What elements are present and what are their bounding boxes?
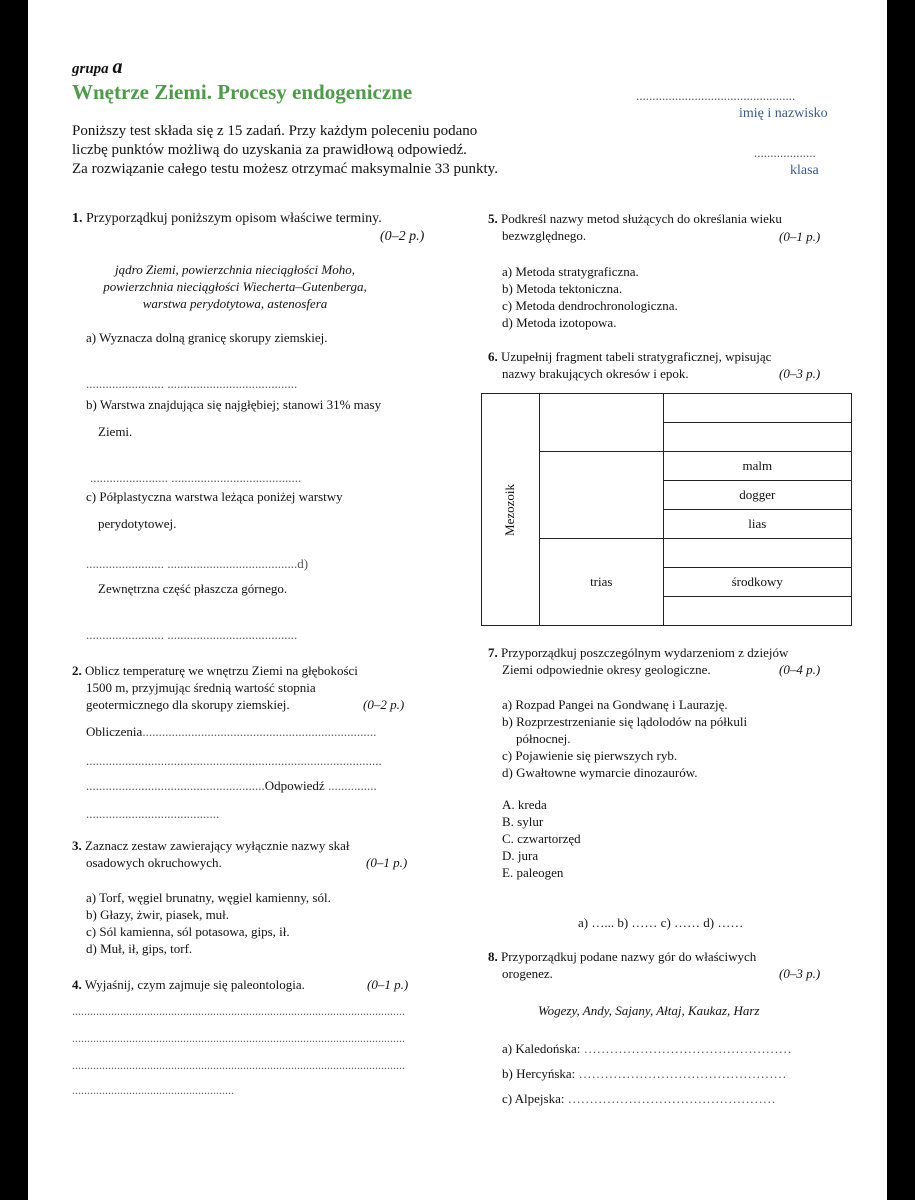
era-label: Mezozoik xyxy=(502,483,518,536)
epoch-cell-6[interactable] xyxy=(663,539,851,568)
q4-answer-line-1[interactable]: ............................................................................................................... xyxy=(72,1004,405,1018)
q4-answer-line-4[interactable]: ...................................................... xyxy=(72,1083,234,1097)
q4-points: (0–1 p.) xyxy=(367,977,409,992)
worksheet-page xyxy=(28,0,887,1200)
q2-answer-row[interactable]: .......................................................Odpowiedź ............... xyxy=(86,778,377,793)
q1-b-answer-line[interactable]: ........................ ........................................ xyxy=(90,470,302,485)
epoch-lias: lias xyxy=(663,510,851,539)
q3-option-c[interactable]: c) Sól kamienna, sól potasowa, gips, ił. xyxy=(86,924,290,939)
q4-answer-line-3[interactable]: ............................................................................................................... xyxy=(72,1058,405,1072)
q1-terms: jądro Ziemi, powierzchnia nieciągłości Moho, powierzchnia nieciągłości Wiecherta–Gutenberga, warstwa perydotytowa, astenosfera xyxy=(103,262,367,311)
q3-options[interactable] xyxy=(86,889,331,957)
name-line[interactable]: ................................................. xyxy=(636,88,796,103)
epoch-dogger: dogger xyxy=(663,481,851,510)
q3-option-d[interactable]: d) Muł, ił, gips, torf. xyxy=(86,941,193,956)
class-label: klasa xyxy=(790,163,819,178)
q1-a: a) Wyznacza dolną granicę skorupy ziemskiej. xyxy=(86,330,328,345)
q7-events: a) Rozpad Pangei na Gondwanę i Laurazję. b) Rozprzestrzenianie się lądolodów na półkuli północnej. c) Pojawienie się pierwszych ryb. d) Gwałtowne wymarcie dinozaurów. xyxy=(502,697,748,780)
q8-b-row[interactable]: b) Hercyńska: ………………………………………… xyxy=(502,1066,787,1081)
epoch-cell-1[interactable] xyxy=(663,394,851,423)
q8-a-row[interactable]: a) Kaledońska: ………………………………………… xyxy=(502,1041,792,1056)
q1-c: c) Półplastyczna warstwa leżąca poniżej warstwy xyxy=(86,489,343,504)
q4-answer-line-2[interactable]: ............................................................................................................... xyxy=(72,1031,405,1045)
q2-calc-row[interactable]: Obliczenia........................................................................ xyxy=(86,724,377,739)
q6-points: (0–3 p.) xyxy=(779,366,821,381)
stratigraphy-table xyxy=(481,393,852,626)
q1-d: Zewnętrzna część płaszcza górnego. xyxy=(98,581,288,596)
q8-points: (0–3 p.) xyxy=(779,966,821,981)
q3-prompt: 3. Zaznacz zestaw zawierający wyłącznie nazwy skał osadowych okruchowych. xyxy=(72,838,350,870)
q5-option-d[interactable]: d) Metoda izotopowa. xyxy=(502,315,617,330)
q1-b: b) Warstwa znajdująca się najgłębiej; stanowi 31% masy xyxy=(86,397,382,412)
q8-c-row[interactable]: c) Alpejska: ………………………………………… xyxy=(502,1091,776,1106)
era-cell xyxy=(482,394,540,626)
q4-prompt: 4. Wyjaśnij, czym zajmuje się paleontologia. xyxy=(72,977,305,992)
q7-answer-line[interactable]: a) …... b) …… c) …… d) …… xyxy=(578,915,744,930)
page-title: Wnętrze Ziemi. Procesy endogeniczne xyxy=(72,80,413,104)
epoch-malm: malm xyxy=(663,452,851,481)
q7-periods: A. kreda B. sylur C. czwartorzęd D. jura E. paleogen xyxy=(502,797,581,880)
q5-option-a[interactable]: a) Metoda stratygraficzna. xyxy=(502,264,639,279)
q5-prompt: 5. Podkreśl nazwy metod służących do określania wieku bezwzględnego. xyxy=(488,211,782,243)
q8-prompt: 8. Przyporządkuj podane nazwy gór do właściwych orogenez. xyxy=(488,949,757,981)
epoch-cell-8[interactable] xyxy=(663,597,851,626)
q1-prompt: 1. Przyporządkuj poniższym opisom właściwe terminy. xyxy=(72,211,382,226)
q2-calc-line-2[interactable]: ........................................................................................... xyxy=(86,753,382,768)
q1-d-answer-line[interactable]: ........................ ........................................ xyxy=(86,627,298,642)
q1-a-answer-line[interactable]: ........................ ........................................ xyxy=(86,376,298,391)
q1-points: (0–2 p.) xyxy=(380,229,425,244)
q5-option-c[interactable]: c) Metoda dendrochronologiczna. xyxy=(502,298,678,313)
name-label: imię i nazwisko xyxy=(739,106,828,121)
q7-points: (0–4 p.) xyxy=(779,662,821,677)
period-trias: trias xyxy=(539,539,663,626)
epoch-srodkowy: środkowy xyxy=(663,568,851,597)
q3-option-b[interactable]: b) Głazy, żwir, piasek, muł. xyxy=(86,907,230,922)
q1-c-answer-line[interactable]: ........................ ........................................d) xyxy=(86,556,309,571)
q1-b-cont: Ziemi. xyxy=(98,424,133,439)
q2-prompt: 2. Oblicz temperaturę we wnętrzu Ziemi na głębokości 1500 m, przyjmując średnią wartość stopnia geotermicznego dla skorupy ziemskiej. xyxy=(72,663,358,712)
q1-c-cont: perydotytowej. xyxy=(98,516,177,531)
group-letter: a xyxy=(112,56,123,78)
q8-mountains: Wogezy, Andy, Sajany, Ałtaj, Kaukaz, Harz xyxy=(538,1003,760,1018)
period-cell-2[interactable] xyxy=(539,452,663,539)
q7-prompt: 7. Przyporządkuj poszczególnym wydarzeniom z dziejów Ziemi odpowiednie okresy geologiczne. xyxy=(488,645,789,677)
q5-points: (0–1 p.) xyxy=(779,229,821,244)
class-line[interactable]: ................... xyxy=(754,145,816,160)
q2-answer-line-2[interactable]: ......................................... xyxy=(86,806,220,821)
q3-option-a[interactable]: a) Torf, węgiel brunatny, węgiel kamienny, sól. xyxy=(86,890,331,905)
q5-options[interactable] xyxy=(502,263,678,331)
q6-prompt: 6. Uzupełnij fragment tabeli stratygraficznej, wpisując nazwy brakujących okresów i epok. xyxy=(488,349,772,381)
q3-points: (0–1 p.) xyxy=(366,855,408,870)
intro-text: Poniższy test składa się z 15 zadań. Przy każdym poleceniu podano liczbę punktów możliwą do uzyskania za prawidłową odpowiedź. Za rozwiązanie całego testu możesz otrzymać maksymalnie 33 punkty. xyxy=(72,123,498,177)
group-label: grupa a xyxy=(72,56,123,78)
period-cell-1[interactable] xyxy=(539,394,663,452)
epoch-cell-2[interactable] xyxy=(663,423,851,452)
q2-points: (0–2 p.) xyxy=(363,697,405,712)
q5-option-b[interactable]: b) Metoda tektoniczna. xyxy=(502,281,623,296)
